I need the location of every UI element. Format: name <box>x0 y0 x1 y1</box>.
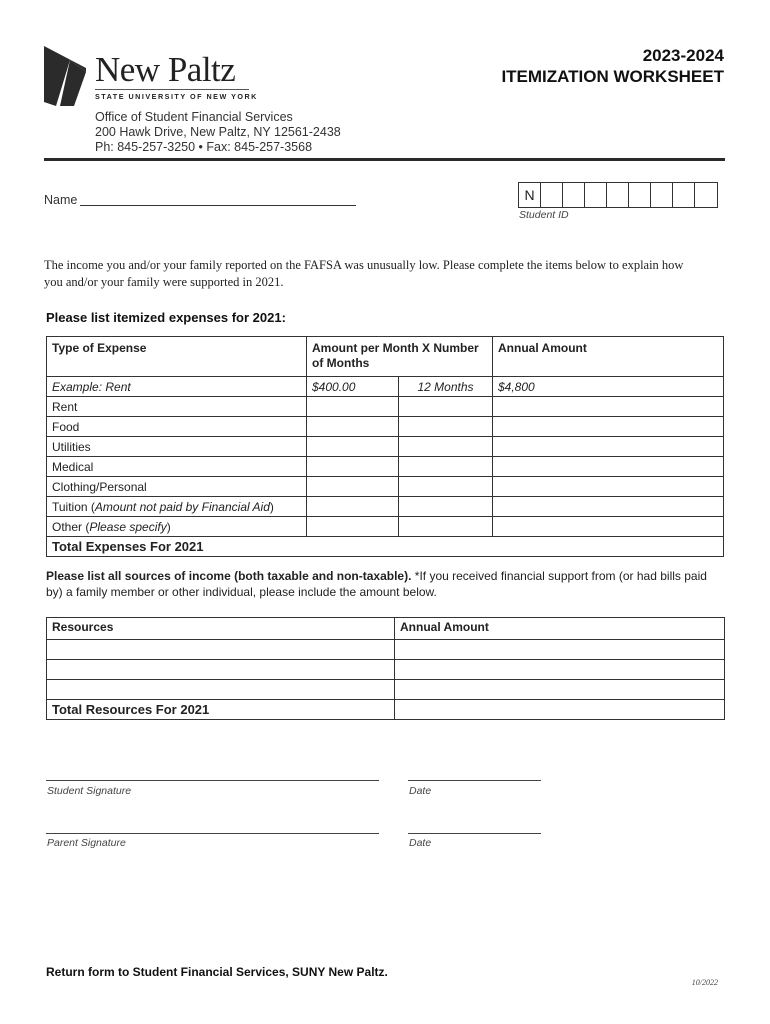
tuition-label: Tuition ( <box>52 499 95 514</box>
table-header-row <box>47 618 725 640</box>
income-bold-text: Please list all sources of income (both taxable and non-taxable). <box>46 569 412 583</box>
table-row <box>47 497 724 517</box>
expense-label-clothing: Clothing/Personal <box>47 477 307 497</box>
months-cell[interactable] <box>399 517 493 537</box>
income-note: *If you received financial support from (or had bills paid <box>411 569 707 583</box>
annual-cell[interactable] <box>493 397 724 417</box>
total-expenses-label: Total Expenses For 2021 <box>47 537 724 557</box>
per-month-cell[interactable] <box>307 457 399 477</box>
student-id-digit-box[interactable] <box>541 183 563 207</box>
resource-cell[interactable] <box>47 680 395 700</box>
parent-date-label: Date <box>409 837 432 849</box>
student-id-digit-box[interactable] <box>585 183 607 207</box>
expense-label-food: Food <box>47 417 307 437</box>
student-signature-field[interactable] <box>46 780 379 781</box>
per-month-cell[interactable] <box>307 437 399 457</box>
document-heading <box>501 45 724 87</box>
months-cell[interactable] <box>399 457 493 477</box>
per-month-cell[interactable] <box>307 477 399 497</box>
other-note: Please specify <box>89 519 167 534</box>
expense-label-other <box>47 517 307 537</box>
example-per-month: $400.00 <box>307 377 399 397</box>
other-label: Other ( <box>52 519 90 534</box>
name-label: Name <box>44 193 78 207</box>
table-header-row <box>47 337 724 377</box>
student-date-label: Date <box>409 785 432 797</box>
column-header-annual: Annual Amount <box>493 337 724 377</box>
intro-line: The income you and/or your family reported on the FAFSA was unusually low. Please complete the items below to explain how <box>44 258 684 272</box>
document-title: ITEMIZATION WORKSHEET <box>501 67 724 86</box>
tuition-note: Amount not paid by Financial Aid <box>94 499 270 514</box>
expense-label-tuition <box>47 497 307 517</box>
student-id-digit-box[interactable] <box>673 183 695 207</box>
table-row <box>47 457 724 477</box>
table-row <box>47 640 725 660</box>
annual-cell[interactable] <box>493 457 724 477</box>
table-row <box>47 517 724 537</box>
resource-amount-cell[interactable] <box>395 660 725 680</box>
expense-label-rent: Rent <box>47 397 307 417</box>
expenses-table <box>46 336 724 557</box>
annual-cell[interactable] <box>493 437 724 457</box>
office-address-block <box>95 110 341 155</box>
parent-signature-label: Parent Signature <box>47 837 126 849</box>
resource-cell[interactable] <box>47 640 395 660</box>
student-id-prefix: N <box>519 183 541 207</box>
annual-cell[interactable] <box>493 417 724 437</box>
student-id-label: Student ID <box>519 209 569 221</box>
table-row <box>47 680 725 700</box>
student-id-digit-box[interactable] <box>563 183 585 207</box>
example-type: Example: Rent <box>47 377 307 397</box>
resource-amount-cell[interactable] <box>395 680 725 700</box>
table-row <box>47 660 725 680</box>
student-id-digit-box[interactable] <box>651 183 673 207</box>
months-cell[interactable] <box>399 417 493 437</box>
expenses-section-title: Please list itemized expenses for 2021: <box>46 310 286 325</box>
student-id-digit-box[interactable] <box>629 183 651 207</box>
resource-cell[interactable] <box>47 660 395 680</box>
resource-amount-cell[interactable] <box>395 640 725 660</box>
per-month-cell[interactable] <box>307 497 399 517</box>
total-resources-row <box>47 700 725 720</box>
parent-signature-field[interactable] <box>46 833 379 834</box>
table-row <box>47 417 724 437</box>
example-months: 12 Months <box>399 377 493 397</box>
annual-cell[interactable] <box>493 477 724 497</box>
total-resources-label: Total Resources For 2021 <box>47 700 395 720</box>
annual-cell[interactable] <box>493 517 724 537</box>
new-paltz-logo-icon <box>44 46 86 106</box>
logo-divider <box>95 89 249 90</box>
revision-date: 10/2022 <box>691 978 718 987</box>
office-phone-fax: Ph: 845-257-3250 • Fax: 845-257-3568 <box>95 140 313 154</box>
intro-paragraph <box>44 257 734 291</box>
other-close: ) <box>166 519 171 534</box>
return-instructions: Return form to Student Financial Services, SUNY New Paltz. <box>46 965 388 979</box>
table-row <box>47 397 724 417</box>
total-expenses-row <box>47 537 724 557</box>
per-month-cell[interactable] <box>307 417 399 437</box>
header-divider <box>44 158 725 161</box>
example-annual: $4,800 <box>493 377 724 397</box>
tuition-close: ) <box>269 499 274 514</box>
column-header-amount: Amount per Month X Number of Months <box>307 337 493 377</box>
income-instructions <box>46 568 726 600</box>
annual-cell[interactable] <box>493 497 724 517</box>
name-field[interactable] <box>80 205 356 206</box>
resources-table <box>46 617 725 720</box>
income-line <box>46 568 726 584</box>
office-address: 200 Hawk Drive, New Paltz, NY 12561-2438 <box>95 125 341 139</box>
months-cell[interactable] <box>399 437 493 457</box>
months-cell[interactable] <box>399 477 493 497</box>
example-row <box>47 377 724 397</box>
column-header-type: Type of Expense <box>47 337 307 377</box>
column-header-annual-amount: Annual Amount <box>395 618 725 640</box>
table-row <box>47 477 724 497</box>
academic-year: 2023-2024 <box>642 46 724 65</box>
column-header-resources: Resources <box>47 618 395 640</box>
per-month-cell[interactable] <box>307 397 399 417</box>
months-cell[interactable] <box>399 397 493 417</box>
parent-date-field[interactable] <box>408 833 541 834</box>
student-id-digit-box[interactable] <box>607 183 629 207</box>
expense-label-utilities: Utilities <box>47 437 307 457</box>
income-line: by) a family member or other individual, please include the amount below. <box>46 585 437 599</box>
per-month-cell[interactable] <box>307 517 399 537</box>
expense-label-medical: Medical <box>47 457 307 477</box>
total-resources-amount[interactable] <box>395 700 725 720</box>
table-row <box>47 437 724 457</box>
intro-line: you and/or your family were supported in 2021. <box>44 275 284 289</box>
office-name: Office of Student Financial Services <box>95 110 293 124</box>
logo-subtitle: STATE UNIVERSITY OF NEW YORK <box>95 92 258 101</box>
student-id-field[interactable] <box>518 182 718 208</box>
student-date-field[interactable] <box>408 780 541 781</box>
logo-wordmark: New Paltz <box>95 50 236 89</box>
student-id-digit-box[interactable] <box>695 183 717 207</box>
months-cell[interactable] <box>399 497 493 517</box>
student-signature-label: Student Signature <box>47 785 132 797</box>
